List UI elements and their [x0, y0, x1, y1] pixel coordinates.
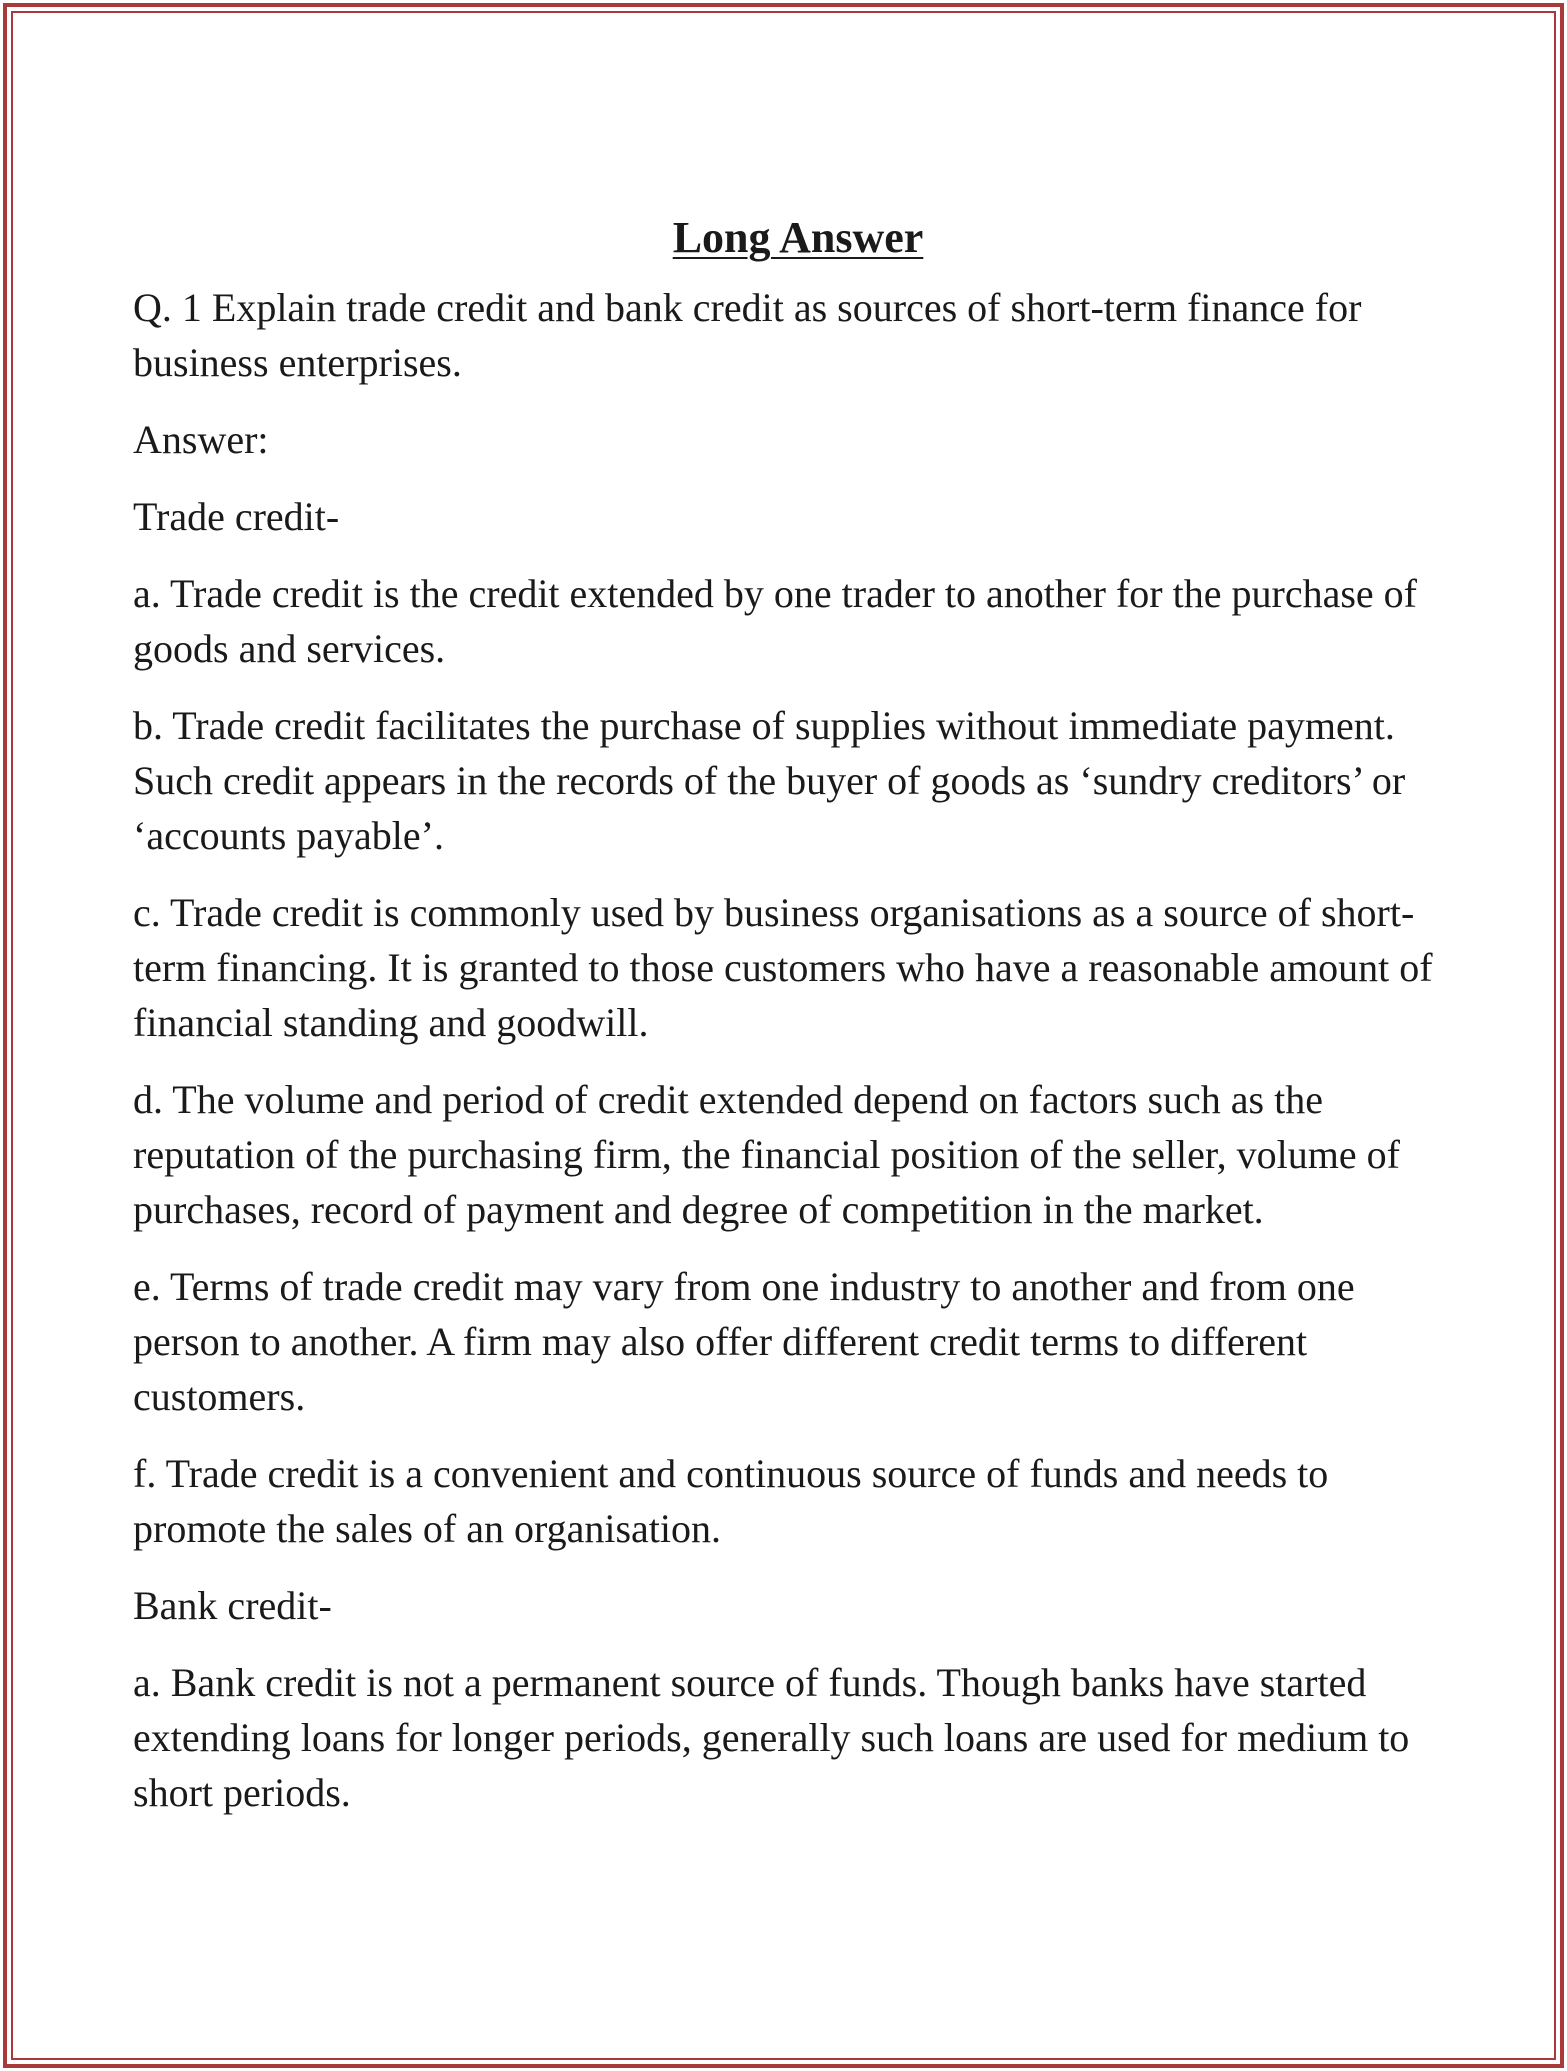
- answer-label: Answer:: [133, 417, 269, 462]
- trade-credit-point-e: e. Terms of trade credit may vary from one industry to another and from one person to another. A firm may also offer different credit terms to different customers.: [133, 1264, 1355, 1419]
- bank-credit-heading: Bank credit-: [133, 1583, 332, 1628]
- trade-credit-point-c: c. Trade credit is commonly used by business organisations as a source of short-term financing. It is granted to those customers who have a reasonable amount of financial standing and goodwill.: [133, 890, 1433, 1045]
- bank-credit-point-a: a. Bank credit is not a permanent source of funds. Though banks have started extending loans for longer periods, generally such loans are used for medium to short periods.: [133, 1660, 1410, 1815]
- trade-credit-point-d: d. The volume and period of credit extended depend on factors such as the reputation of the purchasing firm, the financial position of the seller, volume of purchases, record of payment and degree of competition in the market.: [133, 1077, 1400, 1232]
- page-title: Long Answer: [672, 213, 924, 262]
- document-page: [133, 210, 1433, 1842]
- trade-credit-point-b: b. Trade credit facilitates the purchase of supplies without immediate payment. Such credit appears in the records of the buyer of goods as ‘sundry creditors’ or ‘accounts payable’.: [133, 703, 1406, 858]
- trade-credit-heading: Trade credit-: [133, 494, 340, 539]
- question-text: Q. 1 Explain trade credit and bank credit as sources of short-term finance for business enterprises.: [133, 285, 1362, 385]
- trade-credit-point-a: a. Trade credit is the credit extended by one trader to another for the purchase of goods and services.: [133, 571, 1417, 671]
- trade-credit-point-f: f. Trade credit is a convenient and continuous source of funds and needs to promote the sales of an organisation.: [133, 1451, 1329, 1551]
